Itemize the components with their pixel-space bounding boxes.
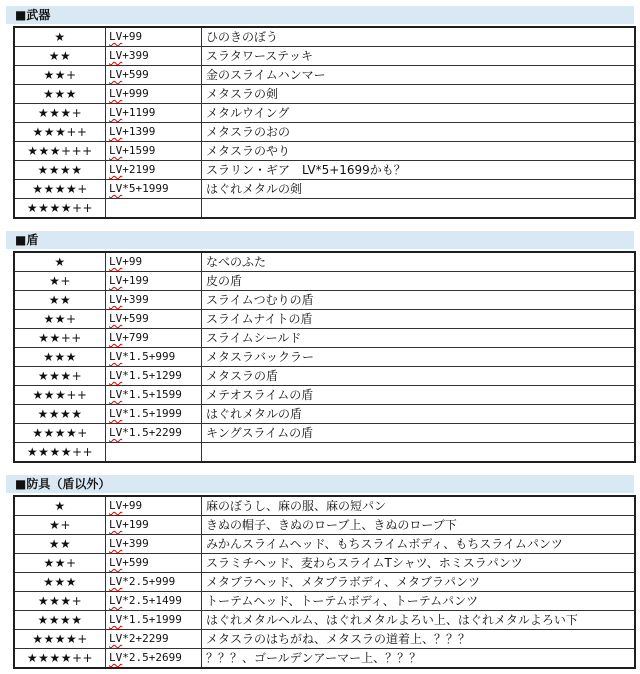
table-row xyxy=(14,104,635,123)
rarity-stars-cell: ★★ xyxy=(14,47,106,66)
item-names-cell: 金のスライムハンマー xyxy=(202,66,636,85)
rarity-stars-cell: ★★+ xyxy=(14,554,106,573)
lv-token-spellcheck: LV xyxy=(109,537,123,550)
section-title: ■防具（盾以外） xyxy=(6,475,634,493)
lv-token-spellcheck: LV xyxy=(109,407,123,420)
rarity-stars-cell: ★★★★+ xyxy=(14,424,106,443)
level-formula-cell: LV+599 xyxy=(106,66,202,85)
lv-token-spellcheck: LV xyxy=(109,518,123,531)
equipment-section-2 xyxy=(6,475,640,669)
table-row xyxy=(14,535,635,554)
rarity-stars-cell: ★★★★ xyxy=(14,161,106,180)
rarity-stars-cell: ★★★+++ xyxy=(14,142,106,161)
level-formula-cell: LV+1399 xyxy=(106,123,202,142)
lv-token-spellcheck: LV xyxy=(109,274,123,287)
table-row xyxy=(14,630,635,649)
lv-token-spellcheck: LV xyxy=(109,426,123,439)
equipment-table xyxy=(13,26,636,219)
table-row xyxy=(14,592,635,611)
table-row xyxy=(14,386,635,405)
table-row xyxy=(14,573,635,592)
rarity-stars-cell: ★★★★ xyxy=(14,611,106,630)
lv-token-spellcheck: LV xyxy=(109,87,123,100)
lv-token-spellcheck: LV xyxy=(109,331,123,344)
table-row xyxy=(14,348,635,367)
rarity-stars-cell: ★★+ xyxy=(14,66,106,85)
item-names-cell: スラリン・ギア LV*5+1699かも？ xyxy=(202,161,636,180)
table-row xyxy=(14,443,635,463)
lv-token-spellcheck: LV xyxy=(109,182,123,195)
table-row xyxy=(14,424,635,443)
level-formula-cell: LV+599 xyxy=(106,554,202,573)
level-formula-cell: LV*1.5+1599 xyxy=(106,386,202,405)
lv-token-spellcheck: LV xyxy=(109,594,123,607)
level-formula-cell: LV*2+2299 xyxy=(106,630,202,649)
table-row xyxy=(14,272,635,291)
table-row xyxy=(14,496,635,516)
level-formula-cell: LV+399 xyxy=(106,535,202,554)
level-formula-cell: LV+799 xyxy=(106,329,202,348)
rarity-stars-cell: ★★ xyxy=(14,535,106,554)
level-formula-cell: LV*2.5+1499 xyxy=(106,592,202,611)
item-names-cell: メタスラバックラー xyxy=(202,348,636,367)
item-names-cell xyxy=(202,199,636,219)
table-row xyxy=(14,554,635,573)
table-row xyxy=(14,516,635,535)
table-row xyxy=(14,291,635,310)
section-title: ■盾 xyxy=(6,231,634,249)
item-names-cell: スラミチヘッド、麦わらスライムTシャツ、ホミスラパンツ xyxy=(202,554,636,573)
item-names-cell: なべのふた xyxy=(202,252,636,272)
lv-token-spellcheck: LV xyxy=(109,49,123,62)
lv-token-spellcheck: LV xyxy=(109,651,123,664)
item-names-cell: スライムナイトの盾 xyxy=(202,310,636,329)
equipment-section-1 xyxy=(6,231,640,463)
rarity-stars-cell: ★★★+ xyxy=(14,592,106,611)
lv-token-spellcheck: LV xyxy=(109,312,123,325)
item-names-cell: メタルウイング xyxy=(202,104,636,123)
equipment-section-0 xyxy=(6,6,640,219)
rarity-stars-cell: ★★★ xyxy=(14,573,106,592)
item-names-cell: メタスラの盾 xyxy=(202,367,636,386)
lv-token-spellcheck: LV xyxy=(109,632,123,645)
lv-token-spellcheck: LV xyxy=(109,613,123,626)
rarity-stars-cell: ★★★★+ xyxy=(14,180,106,199)
lv-token-spellcheck: LV xyxy=(109,144,123,157)
rarity-stars-cell: ★★ xyxy=(14,291,106,310)
table-row xyxy=(14,252,635,272)
level-formula-cell: LV*1.5+1299 xyxy=(106,367,202,386)
level-formula-cell: LV*1.5+2299 xyxy=(106,424,202,443)
lv-token-spellcheck: LV xyxy=(109,575,123,588)
table-row xyxy=(14,310,635,329)
level-formula-cell: LV*1.5+1999 xyxy=(106,405,202,424)
item-names-cell: メテオスライムの盾 xyxy=(202,386,636,405)
rarity-stars-cell: ★★★ xyxy=(14,348,106,367)
rarity-stars-cell: ★+ xyxy=(14,272,106,291)
rarity-stars-cell: ★ xyxy=(14,252,106,272)
item-names-cell: ひのきのぼう xyxy=(202,27,636,47)
level-formula-cell: LV*2.5+999 xyxy=(106,573,202,592)
item-names-cell: はぐれメタルの盾 xyxy=(202,405,636,424)
rarity-stars-cell: ★★★++ xyxy=(14,386,106,405)
level-formula-cell: LV+99 xyxy=(106,27,202,47)
lv-token-spellcheck: LV xyxy=(109,499,123,512)
lv-token-spellcheck: LV xyxy=(109,369,123,382)
table-row xyxy=(14,123,635,142)
table-row xyxy=(14,47,635,66)
level-formula-cell: LV*5+1999 xyxy=(106,180,202,199)
level-formula-cell: LV+199 xyxy=(106,516,202,535)
item-names-cell: みかんスライムヘッド、もちスライムボディ、もちスライムパンツ xyxy=(202,535,636,554)
table-row xyxy=(14,27,635,47)
rarity-stars-cell: ★★★★++ xyxy=(14,649,106,669)
lv-token-spellcheck: LV xyxy=(109,106,123,119)
item-names-cell: 麻のぼうし、麻の服、麻の短パン xyxy=(202,496,636,516)
lv-token-spellcheck: LV xyxy=(109,293,123,306)
table-row xyxy=(14,611,635,630)
rarity-stars-cell: ★★★★++ xyxy=(14,199,106,219)
rarity-stars-cell: ★★★★+ xyxy=(14,630,106,649)
level-formula-cell xyxy=(106,199,202,219)
rarity-stars-cell: ★★★★ xyxy=(14,405,106,424)
item-names-cell: メタスラのはちがね、メタスラの道着上、？？？ xyxy=(202,630,636,649)
equipment-table xyxy=(13,251,636,463)
level-formula-cell: LV*1.5+999 xyxy=(106,348,202,367)
level-formula-cell: LV+399 xyxy=(106,47,202,66)
item-names-cell: キングスライムの盾 xyxy=(202,424,636,443)
rarity-stars-cell: ★★★ xyxy=(14,85,106,104)
item-names-cell: メタスラのやり xyxy=(202,142,636,161)
lv-token-spellcheck: LV xyxy=(109,255,123,268)
item-names-cell: トーテムヘッド、トーテムボディ、トーテムパンツ xyxy=(202,592,636,611)
item-names-cell: メタブラヘッド、メタブラボディ、メタブラパンツ xyxy=(202,573,636,592)
item-names-cell: はぐれメタルの剣 xyxy=(202,180,636,199)
table-row xyxy=(14,66,635,85)
rarity-stars-cell: ★★★+ xyxy=(14,367,106,386)
lv-token-spellcheck: LV xyxy=(109,350,123,363)
item-names-cell: メタスラのおの xyxy=(202,123,636,142)
lv-token-spellcheck: LV xyxy=(109,163,123,176)
rarity-stars-cell: ★★★++ xyxy=(14,123,106,142)
table-row xyxy=(14,199,635,219)
item-names-cell: きぬの帽子、きぬのローブ上、きぬのローブ下 xyxy=(202,516,636,535)
lv-token-spellcheck: LV xyxy=(109,68,123,81)
level-formula-cell: LV+99 xyxy=(106,252,202,272)
level-formula-cell: LV+99 xyxy=(106,496,202,516)
table-row xyxy=(14,367,635,386)
table-row xyxy=(14,161,635,180)
level-formula-cell: LV+999 xyxy=(106,85,202,104)
level-formula-cell: LV*2.5+2699 xyxy=(106,649,202,669)
level-formula-cell: LV+599 xyxy=(106,310,202,329)
lv-token-spellcheck: LV xyxy=(109,388,123,401)
table-row xyxy=(14,142,635,161)
level-formula-cell xyxy=(106,443,202,463)
rarity-stars-cell: ★★★★++ xyxy=(14,443,106,463)
item-names-cell: 皮の盾 xyxy=(202,272,636,291)
rarity-stars-cell: ★ xyxy=(14,496,106,516)
item-names-cell: スラタワーステッキ xyxy=(202,47,636,66)
item-names-cell xyxy=(202,443,636,463)
level-formula-cell: LV+2199 xyxy=(106,161,202,180)
rarity-stars-cell: ★★★+ xyxy=(14,104,106,123)
rarity-stars-cell: ★★++ xyxy=(14,329,106,348)
level-formula-cell: LV*1.5+1999 xyxy=(106,611,202,630)
equipment-table xyxy=(13,495,636,669)
rarity-stars-cell: ★ xyxy=(14,27,106,47)
table-row xyxy=(14,405,635,424)
section-title: ■武器 xyxy=(6,6,634,24)
level-formula-cell: LV+399 xyxy=(106,291,202,310)
table-row xyxy=(14,329,635,348)
item-names-cell: メタスラの剣 xyxy=(202,85,636,104)
level-formula-cell: LV+1199 xyxy=(106,104,202,123)
lv-token-spellcheck: LV xyxy=(109,556,123,569)
lv-token-spellcheck: LV xyxy=(109,125,123,138)
table-row xyxy=(14,85,635,104)
item-names-cell: スライムシールド xyxy=(202,329,636,348)
lv-token-spellcheck: LV xyxy=(109,30,123,43)
level-formula-cell: LV+199 xyxy=(106,272,202,291)
rarity-stars-cell: ★★+ xyxy=(14,310,106,329)
rarity-stars-cell: ★+ xyxy=(14,516,106,535)
item-names-cell: ？？？、ゴールデンアーマー上、？？？ xyxy=(202,649,636,669)
item-names-cell: スライムつむりの盾 xyxy=(202,291,636,310)
table-row xyxy=(14,649,635,669)
level-formula-cell: LV+1599 xyxy=(106,142,202,161)
item-names-cell: はぐれメタルヘルム、はぐれメタルよろい上、はぐれメタルよろい下 xyxy=(202,611,636,630)
table-row xyxy=(14,180,635,199)
